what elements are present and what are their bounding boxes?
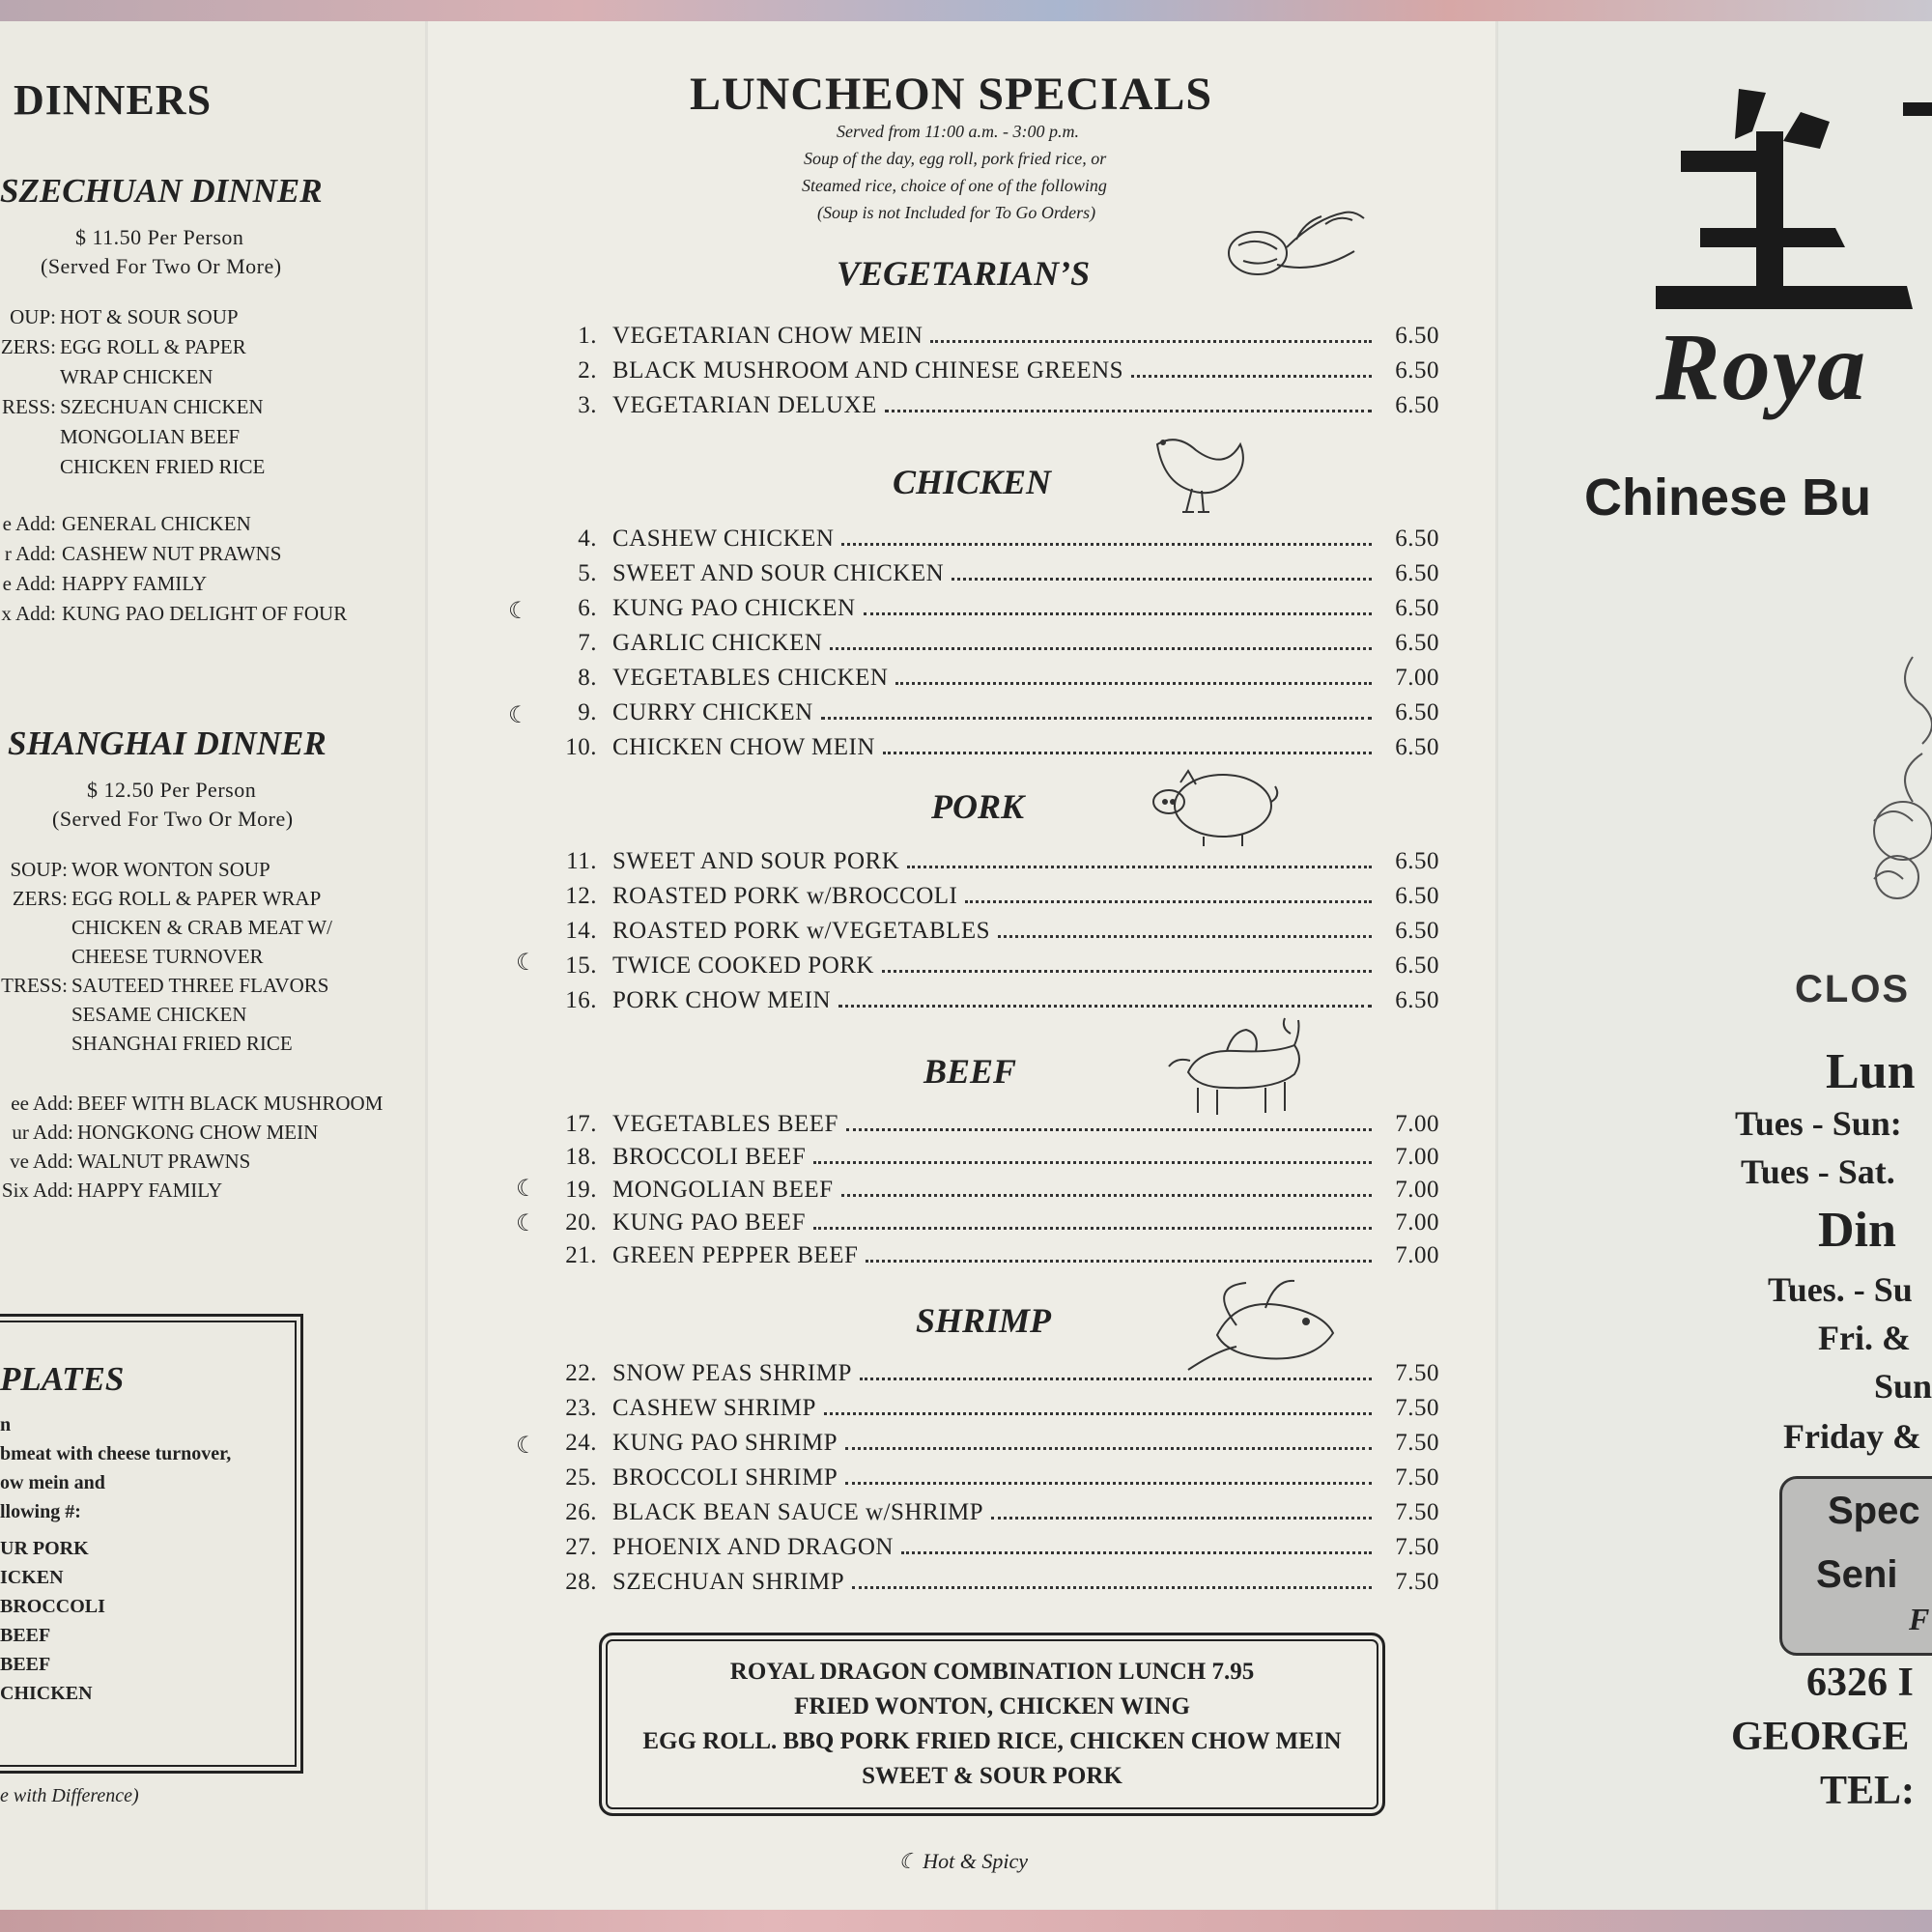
menu-item-number: 3. bbox=[578, 392, 597, 418]
hot-spicy-icon: ☾ bbox=[898, 1849, 923, 1873]
section-title-chicken: CHICKEN bbox=[893, 463, 1052, 501]
hot-spicy-icon: ☾ bbox=[516, 1211, 537, 1236]
course-label: x Add: bbox=[1, 602, 56, 625]
menu-item-row bbox=[551, 879, 1439, 910]
chicken-illustration bbox=[1148, 425, 1264, 522]
hot-spicy-icon: ☾ bbox=[508, 703, 529, 728]
dot-leader bbox=[885, 410, 1372, 412]
combo-line: FRIED WONTON, CHICKEN WING bbox=[794, 1693, 1190, 1719]
course-text: BEEF WITH BLACK MUSHROOM bbox=[77, 1092, 384, 1115]
dot-leader bbox=[930, 340, 1372, 343]
dot-leader bbox=[866, 1260, 1372, 1263]
course-label: ee Add: bbox=[11, 1092, 73, 1115]
menu-item-price: 6.50 bbox=[1395, 526, 1439, 552]
legend bbox=[898, 1849, 1028, 1874]
szechuan-note: (Served For Two Or More) bbox=[41, 254, 282, 278]
dot-leader bbox=[883, 752, 1372, 754]
menu-item-row bbox=[551, 983, 1439, 1014]
vegetable-illustration bbox=[1219, 197, 1383, 284]
luncheon-note-togo: (Soup is not Included for To Go Orders) bbox=[817, 203, 1096, 222]
menu-item-name: ROASTED PORK w/VEGETABLES bbox=[612, 918, 991, 944]
address-city: GEORGE bbox=[1731, 1715, 1910, 1759]
specials-line-2: Seni bbox=[1816, 1553, 1898, 1596]
menu-item-name: GARLIC CHICKEN bbox=[612, 630, 823, 656]
course-text: SESAME CHICKEN bbox=[71, 1003, 247, 1026]
menu-item-row bbox=[551, 696, 1439, 726]
course-label: e Add: bbox=[2, 572, 56, 595]
dot-leader bbox=[813, 1161, 1372, 1164]
menu-item-row bbox=[551, 591, 1439, 622]
dot-leader bbox=[845, 1482, 1372, 1485]
dot-leader bbox=[838, 1005, 1372, 1008]
menu-item-number: 9. bbox=[578, 699, 597, 725]
luncheon-title: LUNCHEON SPECIALS bbox=[690, 69, 1213, 120]
combination-lunch-box bbox=[599, 1633, 1385, 1816]
menu-item-price: 6.50 bbox=[1395, 595, 1439, 621]
dot-leader bbox=[830, 647, 1372, 650]
menu-item-name: SZECHUAN SHRIMP bbox=[612, 1569, 845, 1595]
dinner-hours-4: Friday & bbox=[1783, 1417, 1921, 1456]
plates-item: BEEF bbox=[0, 1654, 51, 1675]
menu-item-row bbox=[551, 1173, 1439, 1204]
menu-item-price: 7.00 bbox=[1395, 1144, 1439, 1170]
menu-item-name: VEGETARIAN DELUXE bbox=[612, 392, 877, 418]
course-text: EGG ROLL & PAPER bbox=[60, 335, 246, 358]
plates-description: n bbox=[0, 1414, 12, 1435]
menu-item-number: 26. bbox=[565, 1499, 597, 1525]
menu-item-price: 6.50 bbox=[1395, 883, 1439, 909]
menu-item-name: BLACK BEAN SAUCE w/SHRIMP bbox=[612, 1499, 984, 1525]
menu-item-number: 20. bbox=[565, 1209, 597, 1236]
lunch-hours-1: Tues - Sun: bbox=[1735, 1104, 1902, 1143]
course-label: SOUP: bbox=[10, 858, 68, 881]
dinner-hours-2: Fri. & bbox=[1818, 1319, 1911, 1357]
course-text: SAUTEED THREE FLAVORS bbox=[71, 974, 329, 997]
menu-item-name: VEGETABLES BEEF bbox=[612, 1111, 838, 1137]
menu-item-number: 12. bbox=[565, 883, 597, 909]
menu-item-row bbox=[551, 1530, 1439, 1561]
course-text: MONGOLIAN BEEF bbox=[60, 425, 241, 448]
menu-item-number: 10. bbox=[565, 734, 597, 760]
menu-item-price: 7.00 bbox=[1395, 1242, 1439, 1268]
menu-item-number: 27. bbox=[565, 1534, 597, 1560]
menu-item-price: 7.50 bbox=[1395, 1360, 1439, 1386]
plates-description: llowing #: bbox=[0, 1501, 81, 1522]
chinese-character-logo bbox=[1642, 83, 1932, 315]
menu-item-number: 11. bbox=[566, 848, 597, 874]
shanghai-note: (Served For Two Or More) bbox=[52, 807, 294, 831]
menu-item-number: 5. bbox=[578, 560, 597, 586]
menu-item-price: 6.50 bbox=[1395, 918, 1439, 944]
lunch-hours-2: Tues - Sat. bbox=[1741, 1152, 1895, 1191]
menu-item-row bbox=[551, 388, 1439, 419]
dot-leader bbox=[846, 1128, 1372, 1131]
menu-item-name: BROCCOLI SHRIMP bbox=[612, 1464, 838, 1491]
section-title-beef: BEEF bbox=[923, 1052, 1017, 1091]
menu-item-price: 6.50 bbox=[1395, 630, 1439, 656]
course-label: RESS: bbox=[1, 395, 56, 418]
menu-item-name: SWEET AND SOUR CHICKEN bbox=[612, 560, 945, 586]
section-title-shrimp: SHRIMP bbox=[916, 1301, 1052, 1340]
dot-leader bbox=[965, 900, 1372, 903]
legend-label: Hot & Spicy bbox=[923, 1849, 1028, 1873]
course-text: HOT & SOUR SOUP bbox=[60, 305, 239, 328]
combo-line: EGG ROLL. BBQ PORK FRIED RICE, CHICKEN CHOW MEIN bbox=[642, 1728, 1342, 1754]
section-title-pork: PORK bbox=[931, 787, 1025, 826]
course-label: e Add: bbox=[2, 512, 56, 535]
szechuan-dinner-title: SZECHUAN DINNER bbox=[0, 172, 323, 210]
menu-item-row bbox=[551, 914, 1439, 945]
course-text: GENERAL CHICKEN bbox=[62, 512, 251, 535]
menu-item-number: 14. bbox=[565, 918, 597, 944]
menu-item-row bbox=[551, 949, 1439, 980]
course-label: ZERS: bbox=[12, 887, 68, 910]
menu-item-row bbox=[551, 1356, 1439, 1387]
menu-item-number: 24. bbox=[565, 1430, 597, 1456]
dot-leader bbox=[841, 543, 1372, 546]
menu-item-name: PORK CHOW MEIN bbox=[612, 987, 831, 1013]
plates-item: BROCCOLI bbox=[0, 1596, 105, 1617]
course-text: WRAP CHICKEN bbox=[60, 365, 213, 388]
plates-description: ow mein and bbox=[0, 1472, 105, 1493]
course-text: SZECHUAN CHICKEN bbox=[60, 395, 264, 418]
menu-item-name: CURRY CHICKEN bbox=[612, 699, 813, 725]
course-text: CHICKEN & CRAB MEAT W/ bbox=[71, 916, 332, 939]
menu-item-name: ROASTED PORK w/BROCCOLI bbox=[612, 883, 958, 909]
dot-leader bbox=[824, 1412, 1372, 1415]
menu-item-name: VEGETABLES CHICKEN bbox=[612, 665, 889, 691]
luncheon-note-rice: Steamed rice, choice of one of the following bbox=[802, 176, 1107, 195]
menu-item-number: 25. bbox=[565, 1464, 597, 1491]
menu-item-row bbox=[551, 1426, 1439, 1457]
menu-item-number: 18. bbox=[565, 1144, 597, 1170]
menu-item-row bbox=[551, 661, 1439, 692]
menu-item-number: 1. bbox=[578, 323, 597, 349]
course-text: KUNG PAO DELIGHT OF FOUR bbox=[62, 602, 348, 625]
menu-item-name: BLACK MUSHROOM AND CHINESE GREENS bbox=[612, 357, 1124, 384]
menu-item-price: 6.50 bbox=[1395, 734, 1439, 760]
menu-item-price: 6.50 bbox=[1395, 952, 1439, 979]
dot-leader bbox=[882, 970, 1372, 973]
menu-item-number: 22. bbox=[565, 1360, 597, 1386]
plates-item: BEEF bbox=[0, 1625, 51, 1646]
menu-item-name: GREEN PEPPER BEEF bbox=[612, 1242, 859, 1268]
menu-item-name: KUNG PAO SHRIMP bbox=[612, 1430, 838, 1456]
menu-item-row bbox=[551, 319, 1439, 350]
menu-item-price: 6.50 bbox=[1395, 848, 1439, 874]
dot-leader bbox=[1131, 375, 1372, 378]
luncheon-note-soup: Soup of the day, egg roll, pork fried rice, or bbox=[804, 149, 1107, 168]
menu-item-name: VEGETARIAN CHOW MEIN bbox=[612, 323, 923, 349]
dot-leader bbox=[860, 1378, 1372, 1380]
menu-item-row bbox=[551, 1206, 1439, 1236]
menu-item-price: 7.00 bbox=[1395, 1111, 1439, 1137]
course-text: CASHEW NUT PRAWNS bbox=[62, 542, 282, 565]
menu-item-price: 6.50 bbox=[1395, 987, 1439, 1013]
menu-item-number: 8. bbox=[578, 665, 597, 691]
menu-item-number: 6. bbox=[578, 595, 597, 621]
menu-item-number: 19. bbox=[565, 1177, 597, 1203]
menu-item-name: TWICE COOKED PORK bbox=[612, 952, 874, 979]
menu-item-number: 28. bbox=[565, 1569, 597, 1595]
menu-item-row bbox=[551, 1238, 1439, 1269]
menu-item-number: 16. bbox=[565, 987, 597, 1013]
course-label: TRESS: bbox=[1, 974, 68, 997]
menu-item-price: 6.50 bbox=[1395, 392, 1439, 418]
menu-item-price: 7.50 bbox=[1395, 1499, 1439, 1525]
menu-item-row bbox=[551, 556, 1439, 587]
address-street: 6326 I bbox=[1806, 1661, 1914, 1705]
plates-description: bmeat with cheese turnover, bbox=[0, 1443, 232, 1464]
menu-item-name: PHOENIX AND DRAGON bbox=[612, 1534, 894, 1560]
course-text: CHEESE TURNOVER bbox=[71, 945, 264, 968]
menu-item-price: 6.50 bbox=[1395, 560, 1439, 586]
hot-spicy-icon: ☾ bbox=[516, 951, 537, 976]
hot-spicy-icon: ☾ bbox=[516, 1177, 537, 1202]
menu-item-name: CHICKEN CHOW MEIN bbox=[612, 734, 875, 760]
pig-illustration bbox=[1146, 763, 1281, 850]
course-label: ur Add: bbox=[12, 1121, 73, 1144]
fold-line bbox=[425, 21, 428, 1910]
menu-item-price: 7.00 bbox=[1395, 1209, 1439, 1236]
menu-item-price: 7.50 bbox=[1395, 1464, 1439, 1491]
menu-item-row bbox=[551, 522, 1439, 553]
menu-item-number: 7. bbox=[578, 630, 597, 656]
course-label: ve Add: bbox=[10, 1150, 73, 1173]
menu-item-row bbox=[551, 1140, 1439, 1171]
specials-line-3: F bbox=[1909, 1602, 1930, 1636]
plates-item: CHICKEN bbox=[0, 1683, 93, 1704]
menu-item-name: MONGOLIAN BEEF bbox=[612, 1177, 834, 1203]
cover-subtitle: Chinese Bu bbox=[1584, 469, 1872, 526]
course-text: HONGKONG CHOW MEIN bbox=[77, 1121, 319, 1144]
menu-item-row bbox=[551, 1107, 1439, 1138]
dot-leader bbox=[864, 612, 1372, 615]
specials-line-1: Spec bbox=[1828, 1490, 1920, 1532]
menu-item-number: 2. bbox=[578, 357, 597, 384]
shanghai-dinner-title: SHANGHAI DINNER bbox=[8, 724, 327, 762]
dinner-hours-1: Tues. - Su bbox=[1768, 1270, 1913, 1309]
plates-title: PLATES bbox=[0, 1360, 125, 1398]
dinner-hours-3: Sun bbox=[1874, 1367, 1932, 1406]
ox-illustration bbox=[1159, 1014, 1314, 1121]
menu-item-price: 6.50 bbox=[1395, 323, 1439, 349]
course-text: WOR WONTON SOUP bbox=[71, 858, 270, 881]
dot-leader bbox=[852, 1586, 1372, 1589]
menu-item-price: 7.00 bbox=[1395, 665, 1439, 691]
restaurant-script-name: Roya bbox=[1656, 313, 1868, 420]
course-text: HAPPY FAMILY bbox=[77, 1179, 223, 1202]
lunch-heading: Lun bbox=[1826, 1044, 1916, 1099]
course-label: r Add: bbox=[4, 542, 56, 565]
dot-leader bbox=[991, 1517, 1372, 1520]
course-label: ZERS: bbox=[0, 335, 56, 358]
luncheon-note-hours: Served from 11:00 a.m. - 3:00 p.m. bbox=[837, 122, 1079, 141]
dot-leader bbox=[998, 935, 1372, 938]
menu-item-price: 7.50 bbox=[1395, 1569, 1439, 1595]
menu-item-name: SWEET AND SOUR PORK bbox=[612, 848, 900, 874]
menu-item-row bbox=[551, 1461, 1439, 1492]
hot-spicy-icon: ☾ bbox=[508, 599, 529, 624]
menu-item-name: KUNG PAO BEEF bbox=[612, 1209, 807, 1236]
dot-leader bbox=[895, 682, 1372, 685]
menu-item-name: KUNG PAO CHICKEN bbox=[612, 595, 856, 621]
menu-item-price: 6.50 bbox=[1395, 699, 1439, 725]
dot-leader bbox=[901, 1551, 1372, 1554]
menu-item-price: 7.00 bbox=[1395, 1177, 1439, 1203]
menu-item-number: 15. bbox=[565, 952, 597, 979]
dragon-illustration bbox=[1855, 638, 1932, 927]
section-title-vegetarian: VEGETARIAN’S bbox=[837, 254, 1091, 293]
course-text: CHICKEN FRIED RICE bbox=[60, 455, 266, 478]
combo-line-title: ROYAL DRAGON COMBINATION LUNCH 7.95 bbox=[729, 1659, 1255, 1685]
fold-line bbox=[1495, 21, 1498, 1910]
menu-item-number: 4. bbox=[578, 526, 597, 552]
menu-item-name: CASHEW CHICKEN bbox=[612, 526, 835, 552]
dinners-title: DINNERS bbox=[14, 76, 213, 124]
course-text: HAPPY FAMILY bbox=[62, 572, 208, 595]
menu-item-price: 6.50 bbox=[1395, 357, 1439, 384]
menu-item-row bbox=[551, 626, 1439, 657]
course-text: EGG ROLL & PAPER WRAP bbox=[71, 887, 322, 910]
menu-item-row bbox=[551, 1391, 1439, 1422]
dot-leader bbox=[841, 1194, 1372, 1197]
menu-item-row bbox=[551, 1495, 1439, 1526]
menu-item-row bbox=[551, 1565, 1439, 1596]
phone-label: TEL: bbox=[1820, 1769, 1916, 1813]
hot-spicy-icon: ☾ bbox=[516, 1434, 537, 1459]
plates-item: UR PORK bbox=[0, 1538, 89, 1559]
combo-line: SWEET & SOUR PORK bbox=[862, 1763, 1122, 1789]
menu-item-row bbox=[551, 354, 1439, 384]
menu-item-price: 7.50 bbox=[1395, 1534, 1439, 1560]
menu-item-price: 7.50 bbox=[1395, 1395, 1439, 1421]
course-label: OUP: bbox=[10, 305, 56, 328]
closed-label: CLOS bbox=[1795, 968, 1911, 1010]
dinner-heading: Din bbox=[1818, 1203, 1896, 1258]
menu-item-name: BROCCOLI BEEF bbox=[612, 1144, 807, 1170]
dot-leader bbox=[952, 578, 1372, 581]
menu-item-row bbox=[551, 730, 1439, 761]
szechuan-price: $ 11.50 Per Person bbox=[75, 225, 244, 249]
course-label: Six Add: bbox=[1, 1179, 73, 1202]
dot-leader bbox=[813, 1227, 1372, 1230]
dinners-footer: e with Difference) bbox=[0, 1785, 139, 1806]
menu-item-name: CASHEW SHRIMP bbox=[612, 1395, 816, 1421]
menu-item-row bbox=[551, 844, 1439, 875]
dot-leader bbox=[907, 866, 1372, 868]
dot-leader bbox=[845, 1447, 1372, 1450]
menu-item-name: SNOW PEAS SHRIMP bbox=[612, 1360, 852, 1386]
dot-leader bbox=[821, 717, 1372, 720]
menu-item-number: 21. bbox=[565, 1242, 597, 1268]
shanghai-price: $ 12.50 Per Person bbox=[87, 778, 257, 802]
course-text: SHANGHAI FRIED RICE bbox=[71, 1032, 293, 1055]
plates-item: ICKEN bbox=[0, 1567, 64, 1588]
menu-item-price: 7.50 bbox=[1395, 1430, 1439, 1456]
course-text: WALNUT PRAWNS bbox=[77, 1150, 251, 1173]
menu-item-number: 23. bbox=[565, 1395, 597, 1421]
menu-item-number: 17. bbox=[565, 1111, 597, 1137]
